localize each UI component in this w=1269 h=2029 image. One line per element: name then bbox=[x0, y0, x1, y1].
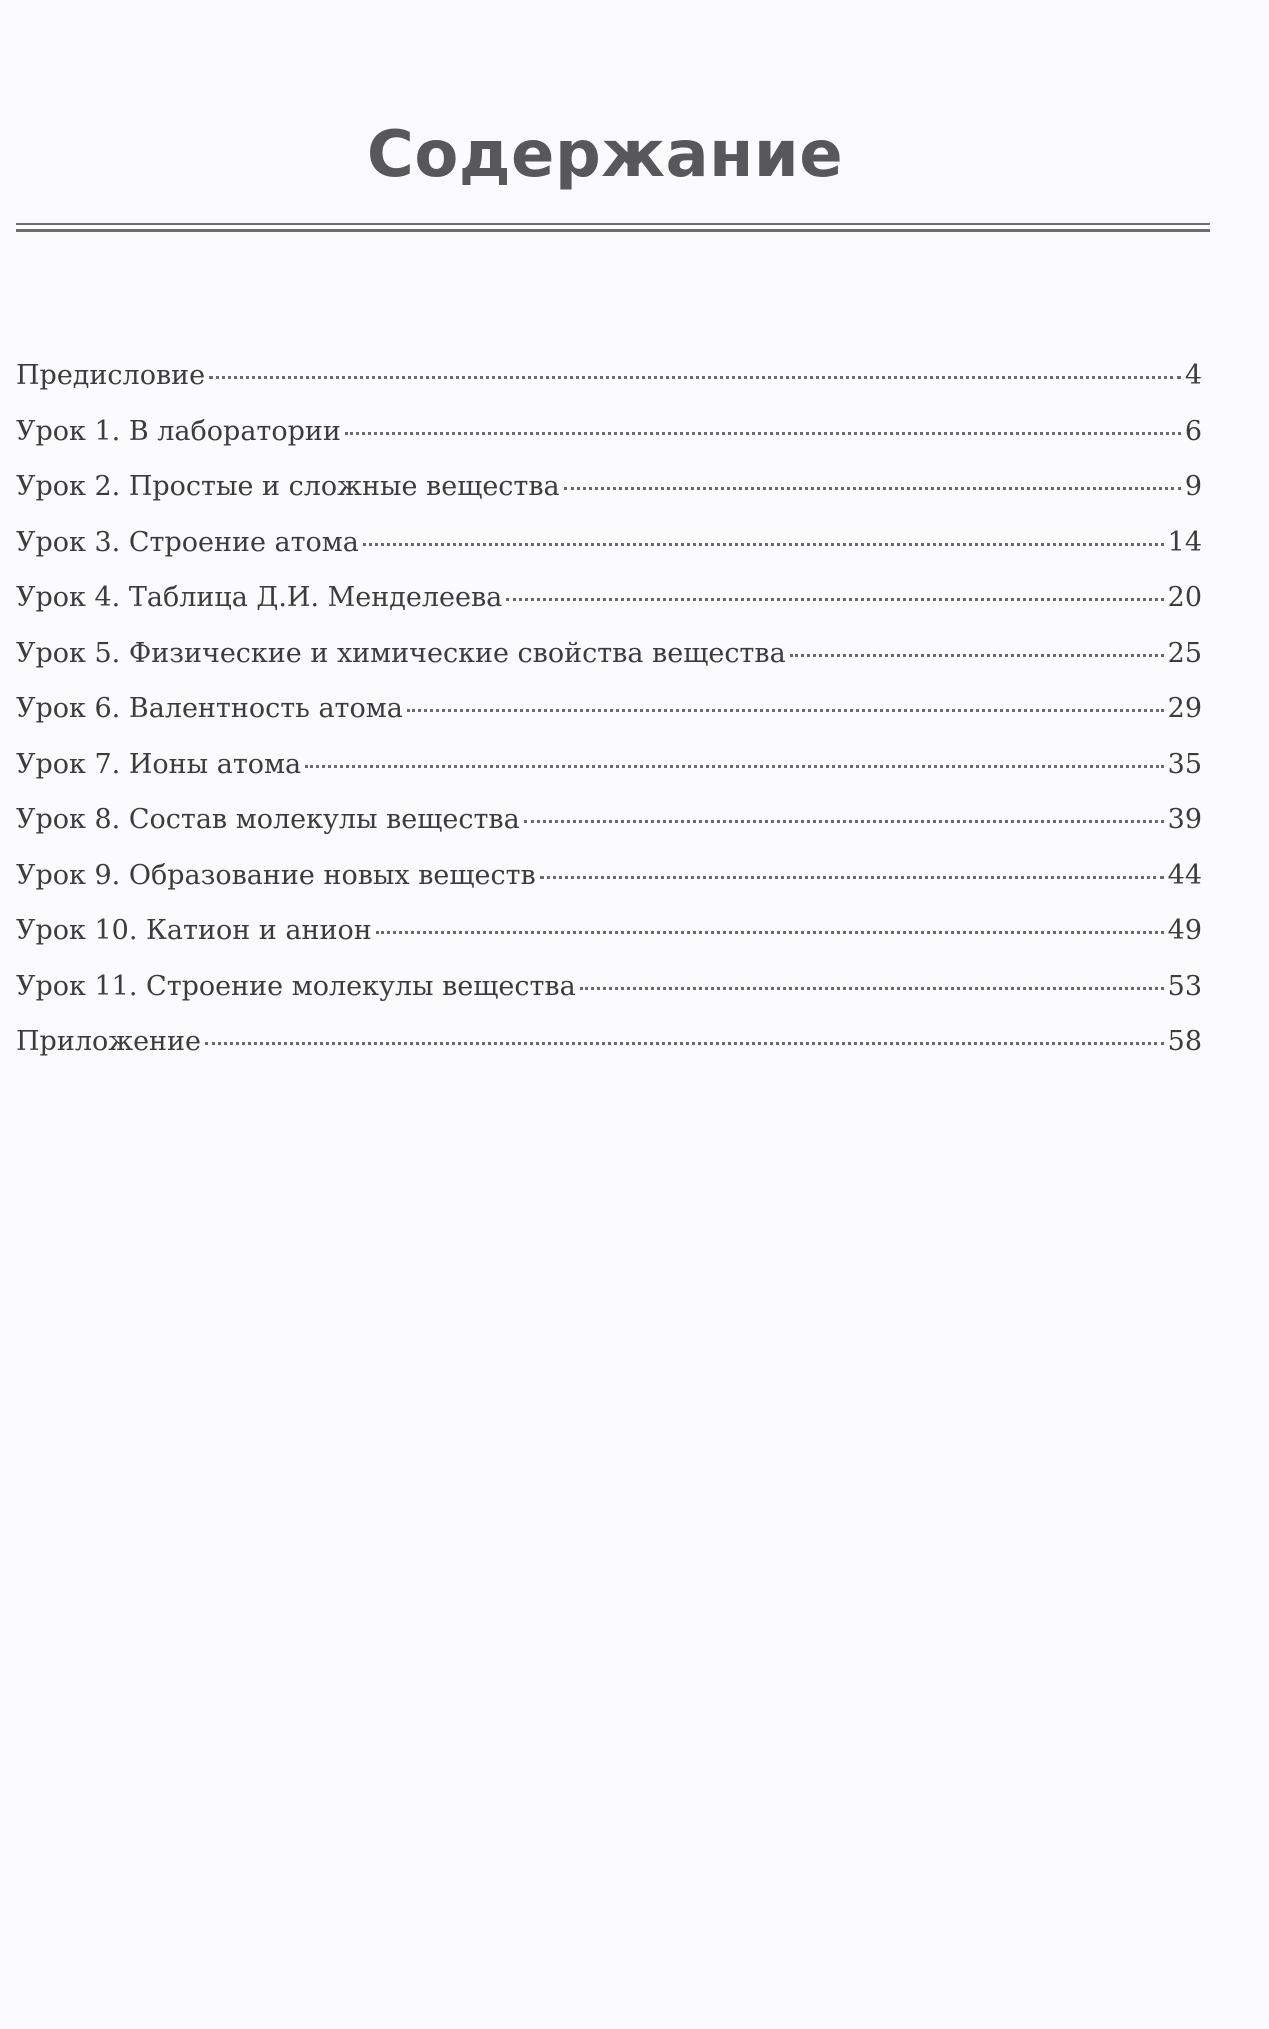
toc-entry-title: Урок 7. Ионы атома bbox=[16, 748, 302, 780]
toc-entry-title: Предисловие bbox=[16, 360, 206, 391]
toc-page-number: 25 bbox=[1167, 637, 1202, 669]
toc-page-number: 49 bbox=[1167, 915, 1202, 946]
toc-entry-lesson-8[interactable] bbox=[16, 804, 1202, 860]
toc-entry-title: Урок 1. В лаборатории bbox=[16, 415, 341, 447]
toc-page-number: 9 bbox=[1184, 471, 1202, 502]
toc-leader-dots bbox=[209, 376, 1181, 379]
toc-leader-dots bbox=[205, 1042, 1164, 1045]
toc-page-number: 58 bbox=[1167, 1026, 1202, 1057]
toc-leader-dots bbox=[580, 987, 1164, 990]
toc-entry-lesson-9[interactable] bbox=[16, 860, 1202, 916]
toc-entry-lesson-7[interactable] bbox=[16, 749, 1202, 805]
toc-entry-lesson-10[interactable] bbox=[16, 915, 1202, 971]
toc-entry-appendix[interactable] bbox=[16, 1026, 1202, 1082]
toc-entry-title: Урок 10. Катион и анион bbox=[16, 915, 372, 946]
toc-page-number: 14 bbox=[1167, 526, 1202, 558]
toc-entry-lesson-3[interactable] bbox=[16, 527, 1202, 583]
table-of-contents bbox=[16, 360, 1202, 1082]
toc-leader-dots bbox=[540, 876, 1164, 879]
title-rule-thick bbox=[16, 229, 1210, 232]
toc-entry-title: Урок 5. Физические и химические свойства вещества bbox=[16, 637, 786, 669]
toc-page-number: 35 bbox=[1167, 748, 1202, 780]
toc-entry-lesson-6[interactable] bbox=[16, 693, 1202, 749]
toc-leader-dots bbox=[524, 820, 1164, 823]
toc-entry-lesson-5[interactable] bbox=[16, 638, 1202, 694]
toc-leader-dots bbox=[506, 598, 1163, 601]
toc-entry-preface[interactable] bbox=[16, 360, 1202, 416]
toc-leader-dots bbox=[363, 543, 1164, 546]
title-rule-thin bbox=[16, 223, 1210, 225]
toc-page-number: 4 bbox=[1184, 360, 1202, 391]
toc-entry-lesson-4[interactable] bbox=[16, 582, 1202, 638]
toc-entry-title: Урок 3. Строение атома bbox=[16, 526, 359, 558]
toc-entry-title: Урок 4. Таблица Д.И. Менделеева bbox=[16, 582, 503, 613]
toc-page-number: 44 bbox=[1167, 859, 1202, 891]
toc-page-number: 29 bbox=[1167, 693, 1202, 724]
toc-leader-dots bbox=[305, 765, 1164, 768]
toc-entry-title: Урок 2. Простые и сложные вещества bbox=[16, 471, 560, 502]
toc-entry-lesson-2[interactable] bbox=[16, 471, 1202, 527]
toc-leader-dots bbox=[790, 654, 1164, 657]
page-title: Содержание bbox=[366, 118, 844, 192]
toc-entry-lesson-1[interactable] bbox=[16, 416, 1202, 472]
toc-leader-dots bbox=[345, 432, 1181, 435]
toc-entry-title: Урок 6. Валентность атома bbox=[16, 693, 403, 724]
toc-page-number: 20 bbox=[1167, 582, 1202, 613]
toc-entry-lesson-11[interactable] bbox=[16, 971, 1202, 1027]
toc-entry-title: Приложение bbox=[16, 1026, 202, 1057]
toc-leader-dots bbox=[564, 487, 1181, 490]
toc-entry-title: Урок 11. Строение молекулы вещества bbox=[16, 970, 576, 1002]
toc-entry-title: Урок 8. Состав молекулы вещества bbox=[16, 804, 520, 835]
toc-page-number: 53 bbox=[1167, 970, 1202, 1002]
toc-leader-dots bbox=[376, 931, 1164, 934]
toc-page-number: 6 bbox=[1184, 415, 1202, 447]
toc-leader-dots bbox=[407, 709, 1164, 712]
toc-entry-title: Урок 9. Образование новых веществ bbox=[16, 859, 536, 891]
toc-page-number: 39 bbox=[1167, 804, 1202, 835]
